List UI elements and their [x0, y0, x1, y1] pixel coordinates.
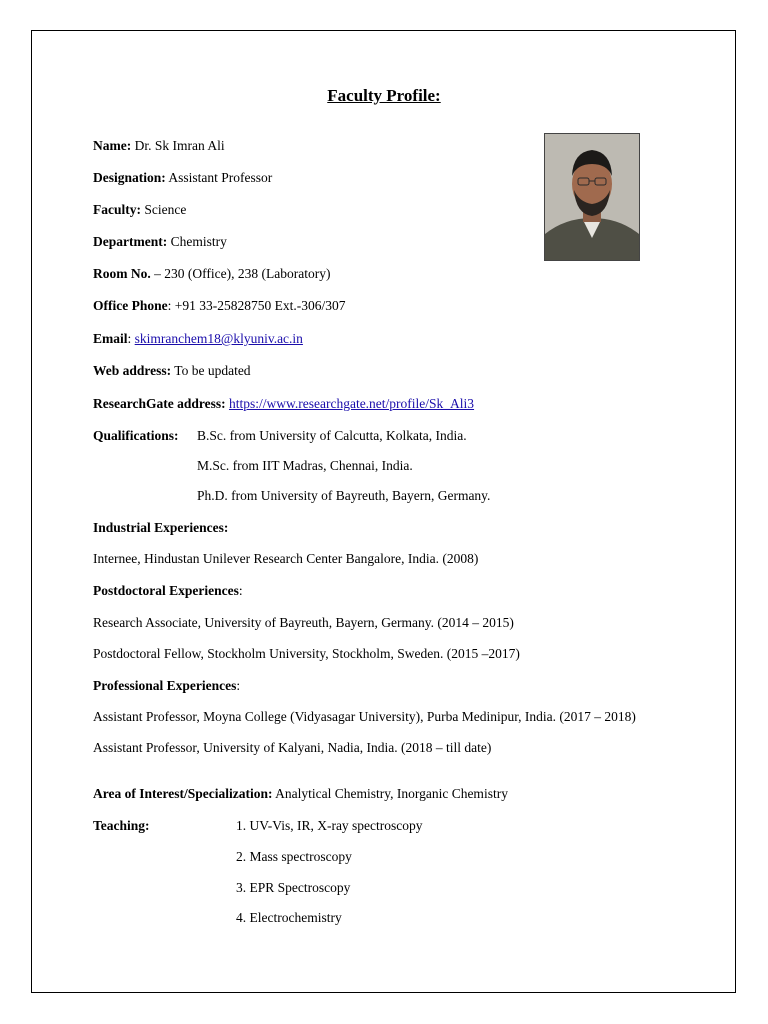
qualification-item: Ph.D. from University of Bayreuth, Bayern, Germany.: [197, 488, 491, 503]
postdoc-item: Postdoctoral Fellow, Stockholm University, Stockholm, Sweden. (2015 –2017): [93, 646, 520, 661]
teaching-item: 4. Electrochemistry: [236, 910, 342, 925]
web-label: Web address:: [93, 363, 172, 378]
designation-value: Assistant Professor: [168, 170, 273, 185]
phone-value: : +91 33-25828750 Ext.-306/307: [167, 298, 346, 313]
professional-heading: [93, 677, 240, 695]
teaching-item: 2. Mass spectroscopy: [236, 849, 352, 864]
researchgate-label: ResearchGate address:: [93, 396, 226, 411]
interest-label: Area of Interest/Specialization:: [93, 786, 273, 801]
teaching-item: 1. UV-Vis, IR, X-ray spectroscopy: [236, 818, 423, 833]
teaching-row: [93, 817, 150, 835]
interest-value: Analytical Chemistry, Inorganic Chemistry: [275, 786, 508, 801]
teaching-label: Teaching:: [93, 818, 150, 833]
phone-label: Office Phone: [93, 298, 168, 313]
designation-label: Designation:: [93, 170, 166, 185]
web-row: [93, 362, 251, 380]
teaching-item: 3. EPR Spectroscopy: [236, 880, 351, 895]
faculty-value: Science: [144, 202, 187, 217]
name-label: Name:: [93, 138, 132, 153]
phone-row: [93, 297, 345, 315]
name-row: [93, 137, 225, 155]
postdoc-heading: [93, 582, 243, 600]
email-row: [93, 330, 303, 348]
industrial-item: Internee, Hindustan Unilever Research Center Bangalore, India. (2008): [93, 551, 479, 566]
interest-row: [93, 785, 508, 803]
qualifications-row: [93, 427, 179, 445]
qualifications-label: Qualifications:: [93, 428, 179, 443]
faculty-label: Faculty:: [93, 202, 141, 217]
email-separator: :: [127, 331, 132, 346]
department-value: Chemistry: [170, 234, 227, 249]
room-value: – 230 (Office), 238 (Laboratory): [154, 266, 331, 281]
web-value: To be updated: [174, 363, 251, 378]
researchgate-row: [93, 395, 474, 413]
postdoc-colon: :: [238, 583, 243, 598]
qualification-item: M.Sc. from IIT Madras, Chennai, India.: [197, 458, 413, 473]
name-value: Dr. Sk Imran Ali: [134, 138, 225, 153]
email-label: Email: [93, 331, 128, 346]
qualification-item: B.Sc. from University of Calcutta, Kolkata, India.: [197, 428, 467, 443]
professional-heading-text: Professional Experiences: [93, 678, 237, 693]
designation-row: [93, 169, 272, 187]
postdoc-heading-text: Postdoctoral Experiences: [93, 583, 239, 598]
profile-photo: [544, 133, 640, 261]
faculty-row: [93, 201, 186, 219]
department-row: [93, 233, 227, 251]
professional-item: Assistant Professor, University of Kalyani, Nadia, India. (2018 – till date): [93, 740, 492, 755]
room-row: [93, 265, 330, 283]
email-link[interactable]: skimranchem18@klyuniv.ac.in: [134, 331, 303, 346]
postdoc-item: Research Associate, University of Bayreuth, Bayern, Germany. (2014 – 2015): [93, 615, 514, 630]
professional-item: Assistant Professor, Moyna College (Vidyasagar University), Purba Medinipur, India. (2017 – 2018): [93, 709, 636, 724]
professional-colon: :: [236, 678, 241, 693]
industrial-heading: [93, 519, 228, 537]
industrial-heading-text: Industrial Experiences:: [93, 520, 229, 535]
page-title: Faculty Profile:: [327, 86, 441, 105]
researchgate-link[interactable]: https://www.researchgate.net/profile/Sk_Ali3: [228, 396, 475, 411]
room-label: Room No.: [93, 266, 151, 281]
department-label: Department:: [93, 234, 168, 249]
